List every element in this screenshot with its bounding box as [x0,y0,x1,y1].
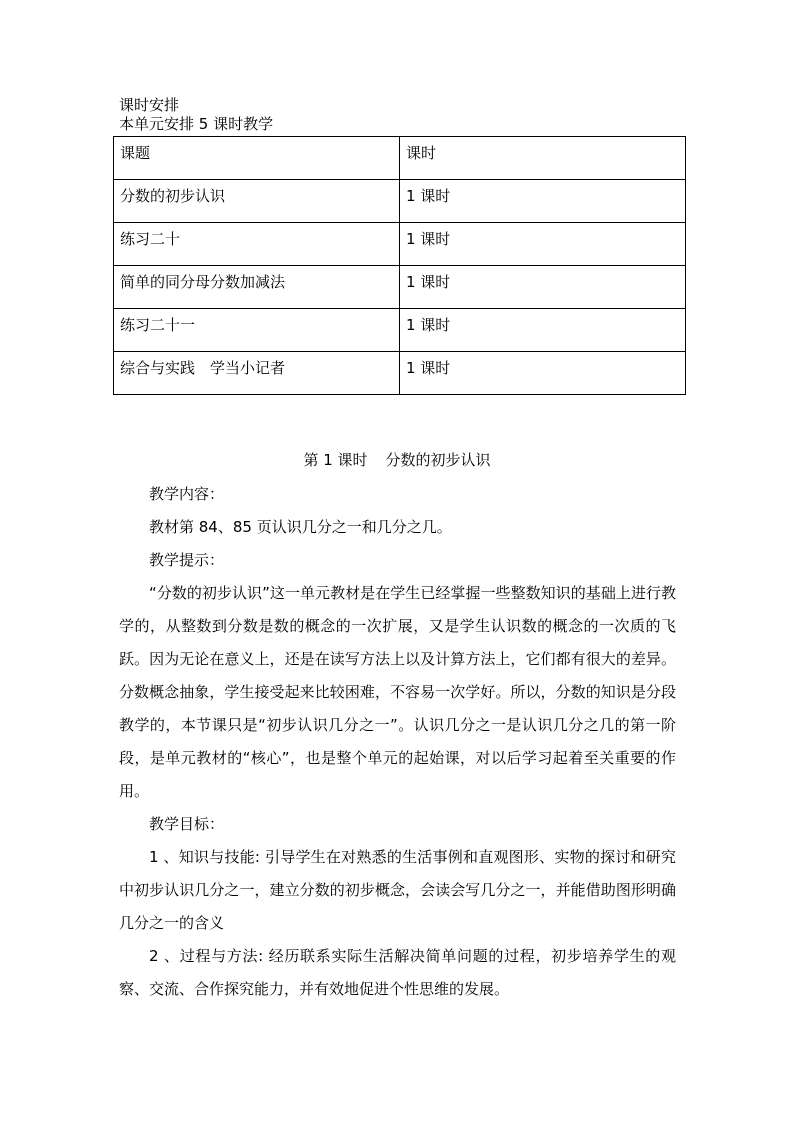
schedule-note: 本单元安排 5 课时教学 [119,115,274,133]
table-cell-topic: 练习二十 [114,223,400,266]
goals-label: 教学目标： [149,815,225,833]
schedule-table [113,136,686,395]
hint-paragraph: “分数的初步认识”这一单元教材是在学生已经掌握一些整数知识的基础上进行教学的，从整数到分数是数的概念的一次扩展，又是学生认识数的概念的一次质的飞跃。因为无论在意义上，还是在读写方法上以及计算方法上，它们都有很大的差异。分数概念抽象，学生接受起来比较困难，不容易一次学好。所以，分数的知识是分段教学的，本节课只是“初步认识几分之一”。认识几分之一是认识几分之几的第一阶段，是单元教材的“核心”，也是整个单元的起始课，对以后学习起着至关重要的作用。 [119,584,676,800]
table-row [114,266,686,309]
content-label: 教学内容： [149,485,225,503]
header-cell-topic: 课题 [114,137,400,180]
table-cell-topic: 分数的初步认识 [114,180,400,223]
table-cell-periods: 1 课时 [400,180,686,223]
table-cell-periods: 1 课时 [400,266,686,309]
table-cell-topic: 综合与实践 学当小记者 [114,352,400,395]
table-cell-periods: 1 课时 [400,309,686,352]
table-header-row [114,137,686,180]
table-row [114,309,686,352]
lesson-title [0,450,794,470]
table-row [114,180,686,223]
table-cell-periods: 1 课时 [400,223,686,266]
goal-process: 2 、过程与方法: 经历联系实际生活解决简单问题的过程，初步培养学生的观察、交流、合作探究能力，并有效地促进个性思维的发展。 [119,947,676,998]
goal-knowledge: 1 、知识与技能: 引导学生在对熟悉的生活事例和直观图形、实物的探讨和研究中初步认识几分之一，建立分数的初步概念，会读会写几分之一，并能借助图形明确几分之一的含义 [119,848,676,932]
table-cell-topic: 练习二十一 [114,309,400,352]
schedule-title: 课时安排 [119,96,180,114]
hint-label: 教学提示： [149,551,225,569]
header-cell-periods: 课时 [400,137,686,180]
content-text: 教材第 84、85 页认识几分之一和几分之几。 [149,518,452,536]
table-cell-topic: 简单的同分母分数加减法 [114,266,400,309]
lesson-number: 第 1 课时 [303,451,368,469]
table-row [114,223,686,266]
table-row [114,352,686,395]
lesson-body [119,478,676,1006]
lesson-name: 分数的初步认识 [385,451,491,469]
table-cell-periods: 1 课时 [400,352,686,395]
